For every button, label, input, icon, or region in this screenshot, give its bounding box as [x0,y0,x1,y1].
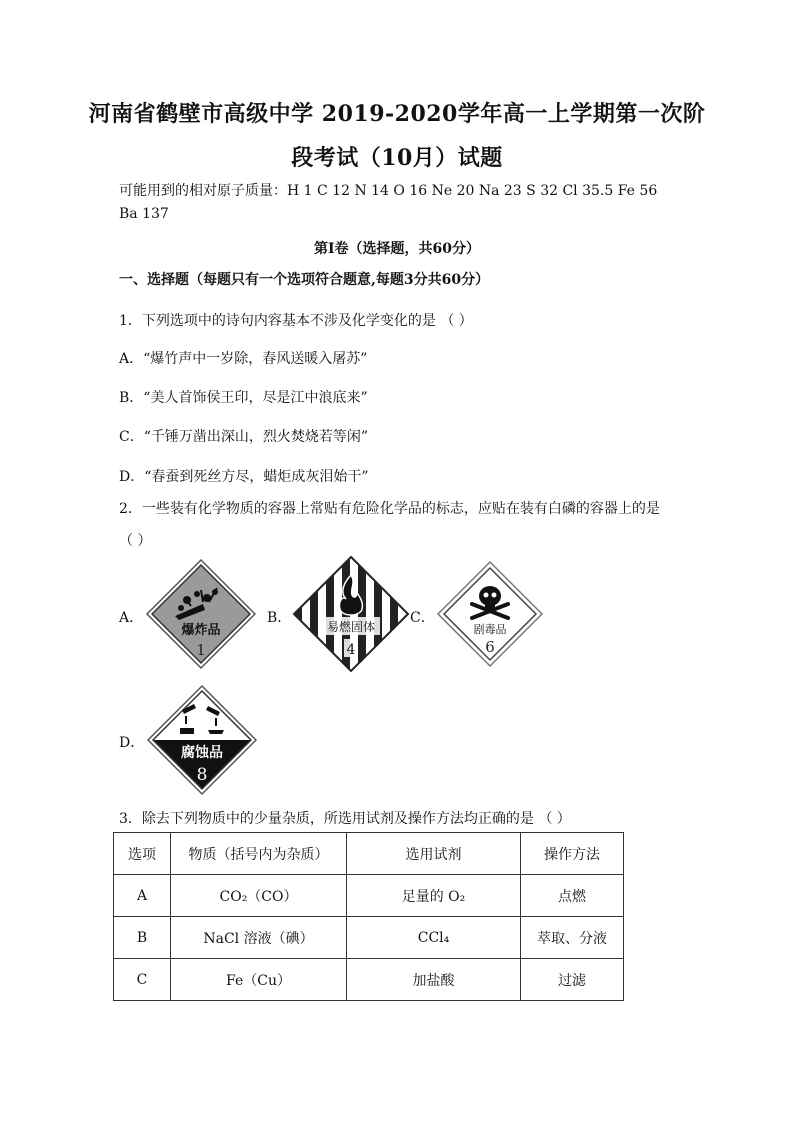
svg-text:易燃固体: 易燃固体 [326,620,376,634]
table-cell: Fe（Cu） [171,959,347,1001]
q1-option-c: C．“千锤万凿出深山，烈火焚烧若等闲” [119,429,369,445]
table-cell: 点燃 [521,875,624,917]
corrosive-sign-icon [146,684,258,796]
q2-label-d: D． [119,735,145,751]
q2-label-c: C． [410,610,435,626]
svg-text:1: 1 [196,641,206,659]
table-cell: 加盐酸 [347,959,521,1001]
table-cell: 足量的 O₂ [347,875,521,917]
table-cell: NaCl 溶液（碘） [171,917,347,959]
svg-text:腐蚀品: 腐蚀品 [181,745,223,761]
svg-text:8: 8 [196,765,208,785]
table-row [114,959,624,1001]
q2-label-b: B． [267,610,292,626]
part-title: 一、选择题（每题只有一个选项符合题意,每题3分共60分） [119,272,490,288]
table-header-cell: 选用试剂 [347,833,521,875]
q1-option-b: B．“美人首饰侯王印，尽是江中浪底来” [119,390,368,406]
table-cell: 萃取、分液 [521,917,624,959]
explosive-sign-icon [145,558,257,670]
toxic-sign-icon [436,560,544,668]
svg-text:4: 4 [346,642,356,658]
q2-stem: 2．一些装有化学物质的容器上常贴有危险化学品的标志，应贴在装有白磷的容器上的是 [119,501,660,517]
q3-table [113,832,624,1001]
table-row [114,917,624,959]
svg-text:爆炸品: 爆炸品 [181,623,221,638]
table-cell: 过滤 [521,959,624,1001]
table-cell: C [114,959,171,1001]
atomic-mass-line1: 可能用到的相对原子质量：H 1 C 12 N 14 O 16 Ne 20 Na 23 S 32 Cl 35.5 Fe 56 [119,183,658,199]
flammable-solid-sign-icon [292,555,410,673]
table-row [114,875,624,917]
table-header-cell: 操作方法 [521,833,624,875]
table-header-row [114,833,624,875]
svg-text:6: 6 [485,638,495,656]
q3-stem: 3．除去下列物质中的少量杂质，所选用试剂及操作方法均正确的是 （ ） [119,811,571,827]
exam-title-line2: 段考试（10月）试题 [291,145,503,171]
q1-option-d: D．“春蚕到死丝方尽，蜡炬成灰泪始干” [119,469,369,485]
q1-stem: 1．下列选项中的诗句内容基本不涉及化学变化的是 （ ） [119,313,473,329]
q2-paren: （ ） [119,533,152,549]
table-cell: B [114,917,171,959]
svg-text:剧毒品: 剧毒品 [473,623,507,636]
volume-title: 第Ⅰ卷（选择题，共60分） [313,241,481,257]
q2-label-a: A． [119,610,144,626]
table-cell: A [114,875,171,917]
atomic-mass-line2: Ba 137 [119,206,169,222]
table-cell: CO₂（CO） [171,875,347,917]
table-header-cell: 物质（括号内为杂质） [171,833,347,875]
exam-title-line1: 河南省鹤壁市高级中学 2019-2020学年高一上学期第一次阶 [88,101,706,127]
table-header-cell: 选项 [114,833,171,875]
table-cell: CCl₄ [347,917,521,959]
q1-option-a: A．“爆竹声中一岁除，春风送暖入屠苏” [119,351,368,367]
